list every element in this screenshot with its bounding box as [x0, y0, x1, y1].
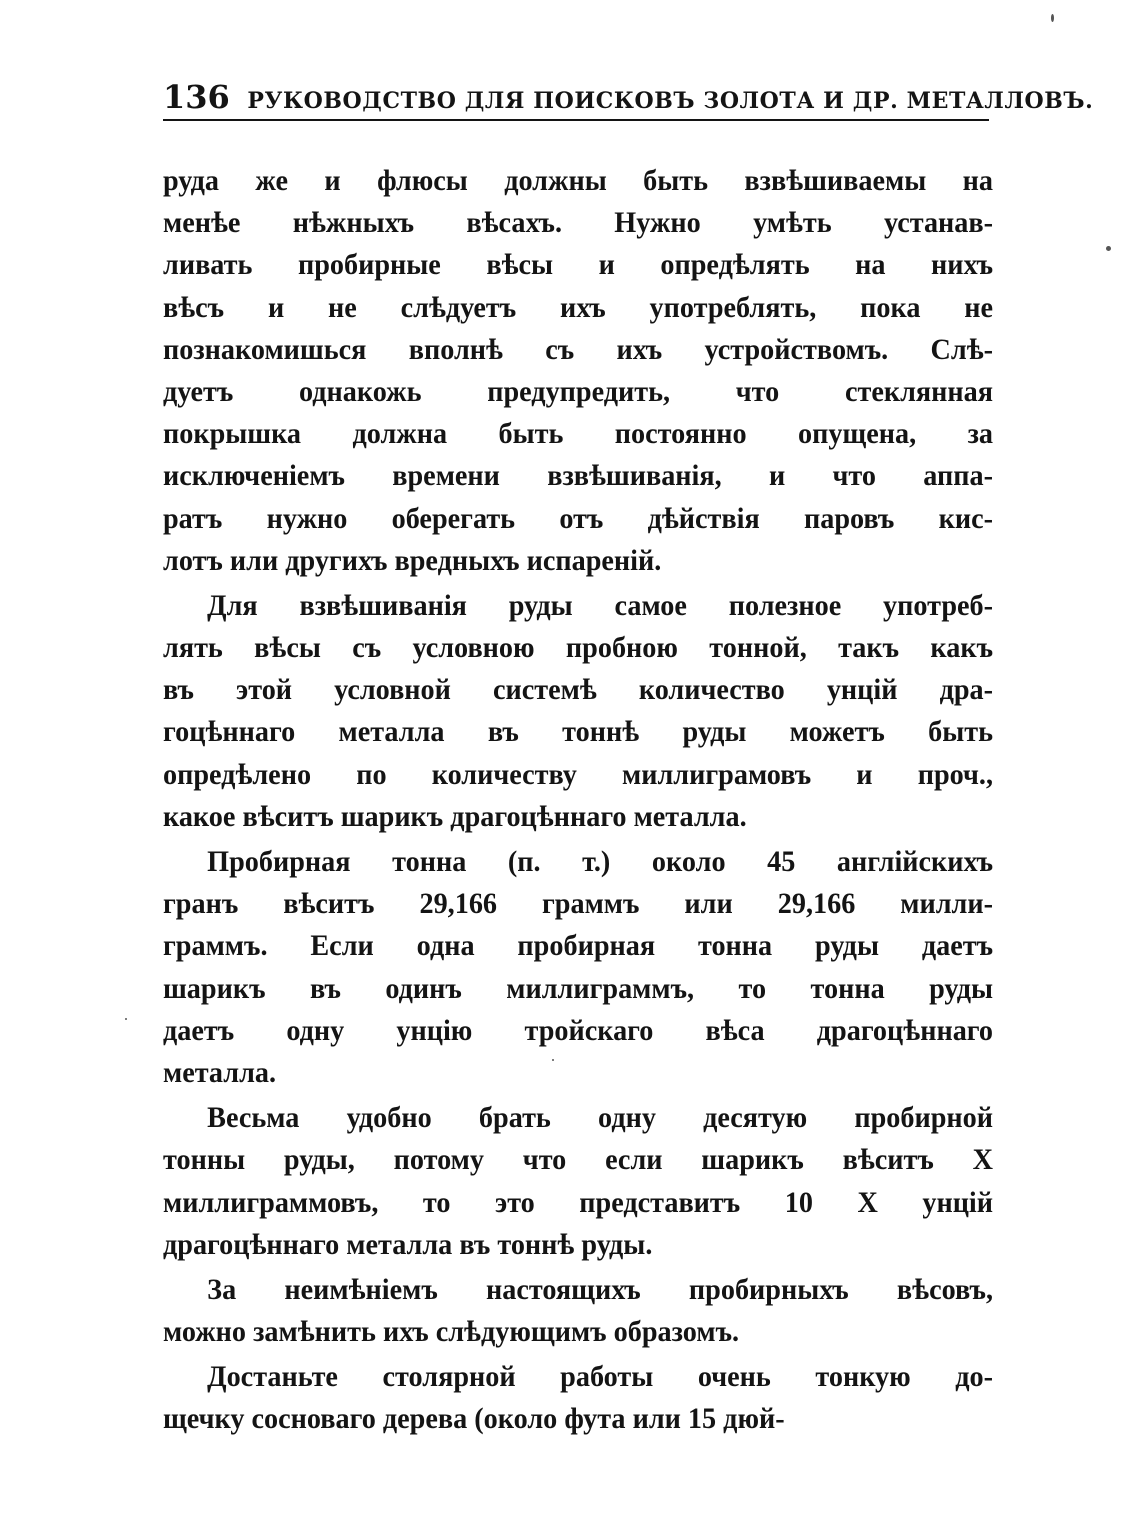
running-title: РУКОВОДСТВО ДЛЯ ПОИСКОВЪ ЗОЛОТА И ДР. МЕТАЛЛОВЪ. — [247, 88, 1094, 114]
scan-speck — [1106, 246, 1111, 251]
text-line: дуетъ однакожь предупредить, что стеклянная — [163, 374, 994, 408]
paragraph — [163, 160, 993, 582]
body-text — [163, 160, 993, 1441]
text-line: вѣсъ и не слѣдуетъ ихъ употреблять, пока не — [163, 290, 994, 324]
text-line: гранъ вѣситъ 29,166 граммъ или 29,166 милли- — [163, 887, 994, 921]
text-line: покрышка должна быть постоянно опущена, за — [163, 417, 994, 451]
text-line: можно замѣнить ихъ слѣдующимъ образомъ. — [163, 1315, 740, 1349]
text-line: миллиграммовъ, то это представитъ 10 X унцій — [163, 1185, 994, 1219]
text-line: щечку сосноваго дерева (около фута или 15 дюй- — [163, 1402, 785, 1436]
text-line: менѣе нѣжныхъ вѣсахъ. Нужно умѣть устанав- — [163, 206, 994, 240]
scan-speck — [125, 1018, 127, 1020]
text-line: драгоцѣннаго металла въ тоннѣ руды. — [163, 1227, 653, 1261]
text-line: опредѣлено по количеству миллиграмовъ и проч., — [163, 757, 994, 791]
paragraph — [163, 841, 993, 1094]
text-line: Для взвѣшиванія руды самое полезное употреб- — [207, 588, 994, 622]
text-line: граммъ. Если одна пробирная тонна руды даетъ — [163, 929, 994, 963]
text-line: За неимѣніемъ настоящихъ пробирныхъ вѣсовъ, — [207, 1272, 994, 1306]
paragraph — [163, 1269, 993, 1353]
paragraph — [163, 1356, 993, 1440]
text-line: шарикъ въ одинъ миллиграммъ, то тонна руды — [163, 971, 994, 1005]
text-line: металла. — [163, 1055, 277, 1089]
paragraph — [163, 585, 993, 838]
text-line: въ этой условной системѣ количество унцій дра- — [163, 673, 994, 707]
text-line: ратъ нужно оберегать отъ дѣйствія паровъ кис- — [163, 501, 994, 535]
text-line: тонны руды, потому что если шарикъ вѣситъ X — [163, 1143, 994, 1177]
text-line: лять вѣсы съ условною пробною тонной, такъ какъ — [163, 631, 994, 665]
text-line: руда же и флюсы должны быть взвѣшиваемы на — [163, 164, 994, 197]
text-line: ливать пробирные вѣсы и опредѣлять на нихъ — [163, 248, 994, 282]
scan-speck — [552, 1059, 554, 1061]
text-line: познакомишься вполнѣ съ ихъ устройствомъ. Слѣ- — [163, 332, 994, 366]
text-line: Пробирная тонна (п. т.) около 45 англійскихъ — [207, 845, 994, 878]
text-line: какое вѣситъ шарикъ драгоцѣннаго металла. — [163, 799, 747, 833]
paragraph — [163, 1097, 993, 1266]
page-number: 136 — [163, 78, 230, 116]
header-rule — [163, 119, 989, 121]
text-line: исключеніемъ времени взвѣшиванія, и что аппа- — [163, 459, 994, 493]
text-line: Достаньте столярной работы очень тонкую до- — [207, 1360, 994, 1394]
running-head — [163, 76, 1094, 118]
text-line: Весьма удобно брать одну десятую пробирной — [207, 1101, 994, 1135]
text-line: лотъ или другихъ вредныхъ испареній. — [163, 543, 662, 577]
text-line: даетъ одну унцію тройскаго вѣса драгоцѣннаго — [163, 1013, 994, 1047]
text-line: гоцѣннаго металла въ тоннѣ руды можетъ быть — [163, 715, 994, 749]
scan-speck — [1051, 14, 1054, 22]
